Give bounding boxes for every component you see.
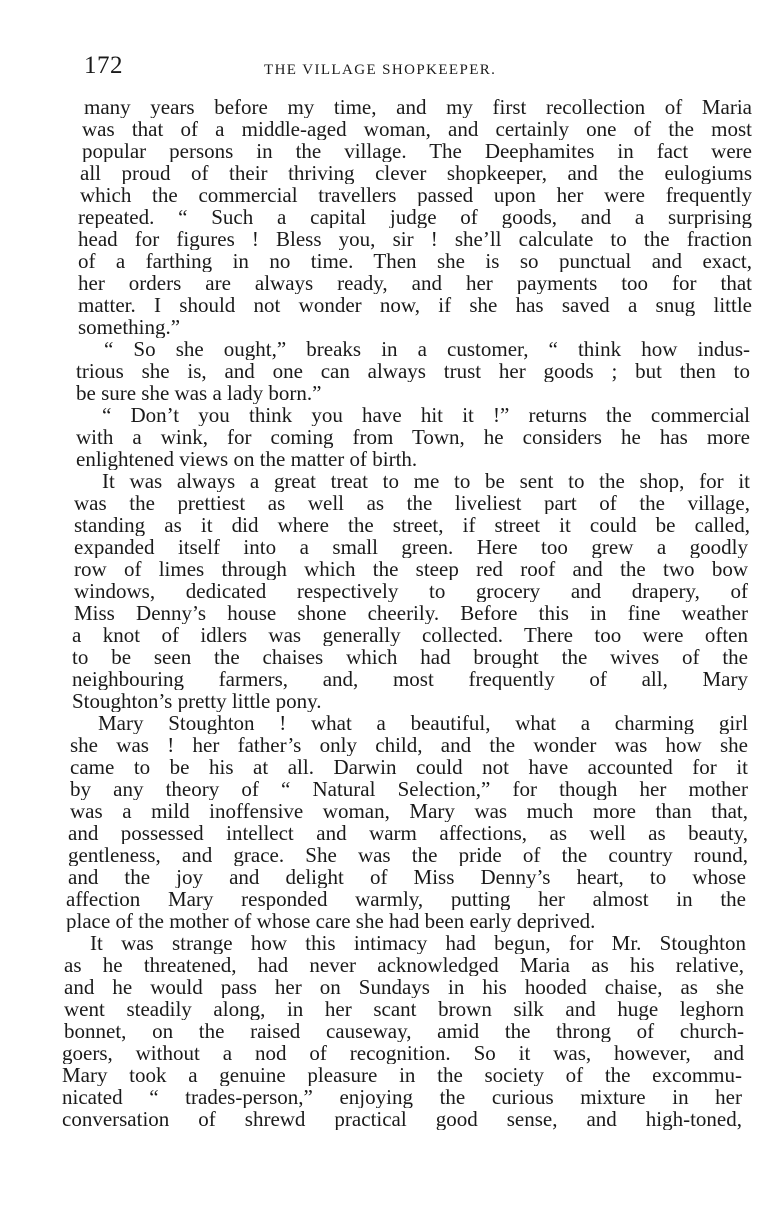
text-line: went steadily along, in her scant brown silk and huge leghorn: [64, 998, 744, 1020]
text-line: goers, without a nod of recognition. So it was, however, and: [62, 1042, 744, 1064]
text-line: Mary Stoughton ! what a beautiful, what a charming girl: [98, 712, 748, 734]
text-line: a knot of idlers was generally collected. There too were often: [72, 624, 748, 646]
text-line: “ Don’t you think you have hit it !” returns the commercial: [102, 404, 750, 426]
text-line: It was strange how this intimacy had begun, for Mr. Stoughton: [90, 932, 746, 954]
page-number: 172: [84, 52, 123, 79]
text-line: many years before my time, and my first recollection of Maria: [84, 96, 752, 118]
text-line: and possessed intellect and warm affections, as well as beauty,: [68, 822, 748, 844]
text-line: row of limes through which the steep red roof and the two bow: [74, 558, 748, 580]
text-line: Stoughton’s pretty little pony.: [72, 690, 322, 712]
text-line: something.”: [78, 316, 181, 338]
text-line: neighbouring farmers, and, most frequently of all, Mary: [72, 668, 748, 690]
page-header: [84, 52, 748, 86]
text-line: and he would pass her on Sundays in his hooded chaise, as she: [64, 976, 744, 998]
text-line: her orders are always ready, and her payments too for that: [78, 272, 752, 294]
text-line: place of the mother of whose care she had been early deprived.: [66, 910, 596, 932]
text-line: by any theory of “ Natural Selection,” for though her mother: [70, 778, 748, 800]
text-line: and the joy and delight of Miss Denny’s heart, to whose: [68, 866, 746, 888]
text-line: as he threatened, had never acknowledged Maria as his relative,: [64, 954, 744, 976]
text-line: with a wink, for coming from Town, he considers he has more: [76, 426, 750, 448]
text-line: standing as it did where the street, if street it could be called,: [74, 514, 750, 536]
text-line: all proud of their thriving clever shopkeeper, and the eulogiums: [80, 162, 752, 184]
text-line: “ So she ought,” breaks in a customer, “ think how indus-: [104, 338, 750, 360]
text-line: came to be his at all. Darwin could not have accounted for it: [70, 756, 748, 778]
text-line: nicated “ trades-person,” enjoying the curious mixture in her: [62, 1086, 742, 1108]
text-line: trious she is, and one can always trust her goods ; but then to: [76, 360, 750, 382]
text-line: head for figures ! Bless you, sir ! she’ll calculate to the fraction: [78, 228, 752, 250]
text-line: gentleness, and grace. She was the pride of the country round,: [68, 844, 748, 866]
text-line: was a mild inoffensive woman, Mary was much more than that,: [70, 800, 748, 822]
text-line: popular persons in the village. The Deephamites in fact were: [82, 140, 752, 162]
text-line: which the commercial travellers passed upon her were frequently: [80, 184, 752, 206]
text-line: windows, dedicated respectively to grocery and drapery, of: [74, 580, 748, 602]
text-line: conversation of shrewd practical good sense, and high-toned,: [62, 1108, 742, 1130]
text-line: to be seen the chaises which had brought the wives of the: [72, 646, 748, 668]
text-line: was the prettiest as well as the liveliest part of the village,: [74, 492, 750, 514]
text-line: was that of a middle-aged woman, and certainly one of the most: [82, 118, 752, 140]
text-line: It was always a great treat to me to be sent to the shop, for it: [102, 470, 750, 492]
text-line: of a farthing in no time. Then she is so punctual and exact,: [78, 250, 752, 272]
text-line: matter. I should not wonder now, if she has saved a snug little: [78, 294, 752, 316]
text-line: repeated. “ Such a capital judge of goods, and a surprising: [78, 206, 752, 228]
text-line: be sure she was a lady born.”: [76, 382, 322, 404]
running-head: THE VILLAGE SHOPKEEPER.: [264, 62, 497, 78]
text-line: Miss Denny’s house shone cheerily. Before this in fine weather: [74, 602, 748, 624]
text-line: enlightened views on the matter of birth.: [76, 448, 418, 470]
text-line: expanded itself into a small green. Here too grew a goodly: [74, 536, 748, 558]
text-line: affection Mary responded warmly, putting her almost in the: [66, 888, 746, 910]
text-line: bonnet, on the raised causeway, amid the throng of church-: [64, 1020, 744, 1042]
text-line: she was ! her father’s only child, and the wonder was how she: [70, 734, 748, 756]
text-line: Mary took a genuine pleasure in the society of the excommu-: [62, 1064, 742, 1086]
